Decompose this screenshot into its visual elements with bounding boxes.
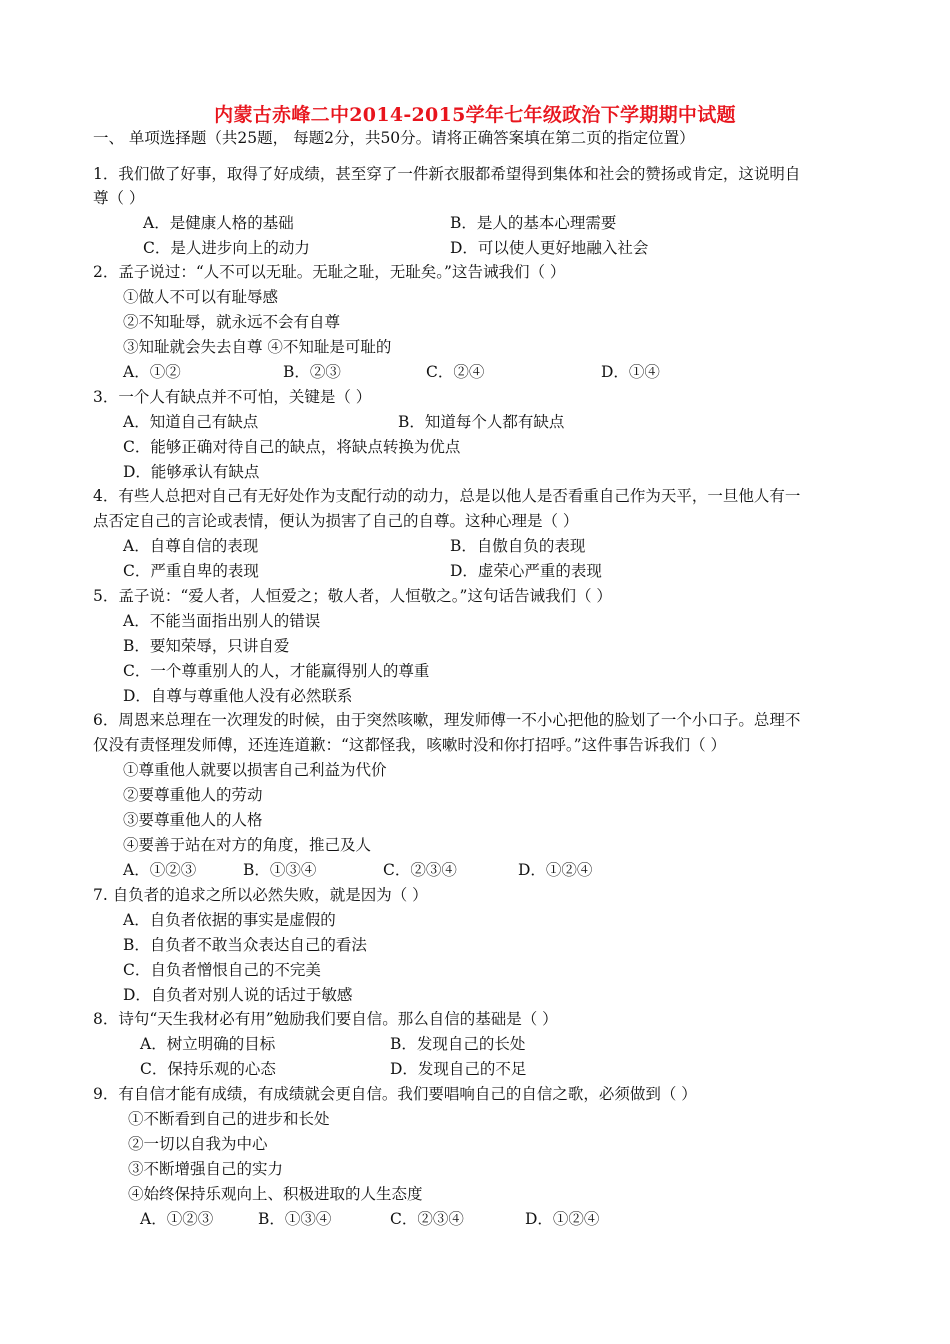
q2-statement-2: ②不知耻辱，就永远不会有自尊 (123, 313, 341, 331)
q1-option-c: C．是人进步向上的动力 (143, 239, 310, 257)
q4-option-b: B．自傲自负的表现 (450, 537, 586, 555)
q3-option-c: C．能够正确对待自己的缺点，将缺点转换为优点 (123, 438, 461, 456)
q6-statement-2: ②要尊重他人的劳动 (123, 786, 263, 804)
q6-stem-line1: 6．周恩来总理在一次理发的时候，由于突然咳嗽，理发师傅一不小心把他的脸划了一个小口子。总理不 (93, 711, 801, 729)
q3-option-a: A．知道自己有缺点 (123, 413, 259, 431)
q6-statement-3: ③要尊重他人的人格 (123, 811, 263, 829)
q9-statement-4: ④始终保持乐观向上、积极进取的人生态度 (128, 1185, 423, 1203)
q4-stem-line2: 点否定自己的言论或表情，便认为损害了自己的自尊。这种心理是（ ） (93, 512, 579, 530)
q9-option-d: D．①②④ (525, 1210, 600, 1228)
q1-option-d: D．可以使人更好地融入社会 (450, 239, 649, 257)
q7-option-a: A．自负者依据的事实是虚假的 (123, 911, 336, 929)
q1-stem-line1: 1．我们做了好事，取得了好成绩，甚至穿了一件新衣服都希望得到集体和社会的赞扬或肯定，这说明自 (93, 165, 801, 183)
q2-option-a: A．①② (123, 363, 181, 381)
q5-option-b: B．要知荣辱，只讲自爱 (123, 637, 290, 655)
q5-option-a: A．不能当面指出别人的错误 (123, 612, 321, 630)
q2-option-d: D．①④ (601, 363, 660, 381)
q6-statement-4: ④要善于站在对方的角度，推己及人 (123, 836, 372, 854)
q4-stem-line1: 4．有些人总把对自己有无好处作为支配行动的动力，总是以他人是否看重自己作为天平，一旦他人有一 (93, 487, 801, 505)
q9-statement-2: ②一切以自我为中心 (128, 1135, 268, 1153)
q8-option-b: B．发现自己的长处 (390, 1035, 526, 1053)
q3-option-b: B．知道每个人都有缺点 (398, 413, 565, 431)
q1-option-b: B．是人的基本心理需要 (450, 214, 617, 232)
section-header: 一、 单项选择题（共25题， 每题2分，共50分。请将正确答案填在第二页的指定位置） (93, 129, 695, 147)
q9-statement-1: ①不断看到自己的进步和长处 (128, 1110, 330, 1128)
q9-option-b: B．①③④ (258, 1210, 332, 1228)
q5-option-c: C．一个尊重别人的人，才能赢得别人的尊重 (123, 662, 430, 680)
q7-option-c: C．自负者憎恨自己的不完美 (123, 961, 321, 979)
q3-option-d: D．能够承认有缺点 (123, 463, 260, 481)
q6-option-b: B．①③④ (243, 861, 317, 879)
q6-stem-line2: 仅没有责怪理发师傅，还连连道歉：“这都怪我，咳嗽时没和你打招呼。”这件事告诉我们（ ） (93, 736, 727, 754)
q6-option-c: C．②③④ (383, 861, 457, 879)
q8-stem: 8．诗句“天生我材必有用”勉励我们要自信。那么自信的基础是（ ） (93, 1010, 558, 1028)
q9-option-c: C．②③④ (390, 1210, 464, 1228)
q2-option-c: C．②④ (426, 363, 485, 381)
q6-option-a: A．①②③ (123, 861, 197, 879)
q6-statement-1: ①尊重他人就要以损害自己利益为代价 (123, 761, 387, 779)
q4-option-d: D．虚荣心严重的表现 (450, 562, 602, 580)
q2-stem: 2．孟子说过：“人不可以无耻。无耻之耻，无耻矣。”这告诫我们（ ） (93, 263, 566, 281)
q1-option-a: A．是健康人格的基础 (143, 214, 294, 232)
q7-option-b: B．自负者不敢当众表达自己的看法 (123, 936, 367, 954)
q8-option-a: A．树立明确的目标 (140, 1035, 276, 1053)
q7-option-d: D．自负者对别人说的话过于敏感 (123, 986, 353, 1004)
q9-statement-3: ③不断增强自己的实力 (128, 1160, 284, 1178)
q9-stem: 9．有自信才能有成绩，有成绩就会更自信。我们要唱响自己的自信之歌，必须做到（ ） (93, 1085, 697, 1103)
exam-title: 内蒙古赤峰二中2014-2015学年七年级政治下学期期中试题 (214, 104, 736, 126)
q5-option-d: D．自尊与尊重他人没有必然联系 (123, 687, 353, 705)
q4-option-c: C．严重自卑的表现 (123, 562, 259, 580)
q6-option-d: D．①②④ (518, 861, 593, 879)
q2-statement-1: ①做人不可以有耻辱感 (123, 288, 279, 306)
q3-stem: 3．一个人有缺点并不可怕，关键是（ ） (93, 388, 372, 406)
q8-option-d: D．发现自己的不足 (390, 1060, 527, 1078)
q4-option-a: A．自尊自信的表现 (123, 537, 259, 555)
q9-option-a: A．①②③ (140, 1210, 214, 1228)
q1-stem-line2: 尊（ ） (93, 189, 145, 207)
q8-option-c: C．保持乐观的心态 (140, 1060, 276, 1078)
q2-statement-3: ③知耻就会失去自尊 ④不知耻是可耻的 (123, 338, 392, 356)
q5-stem: 5．孟子说：“爱人者，人恒爱之；敬人者，人恒敬之。”这句话告诫我们（ ） (93, 587, 612, 605)
q7-stem: 7. 自负者的追求之所以必然失败，就是因为（ ） (93, 886, 428, 904)
q2-option-b: B．②③ (283, 363, 341, 381)
